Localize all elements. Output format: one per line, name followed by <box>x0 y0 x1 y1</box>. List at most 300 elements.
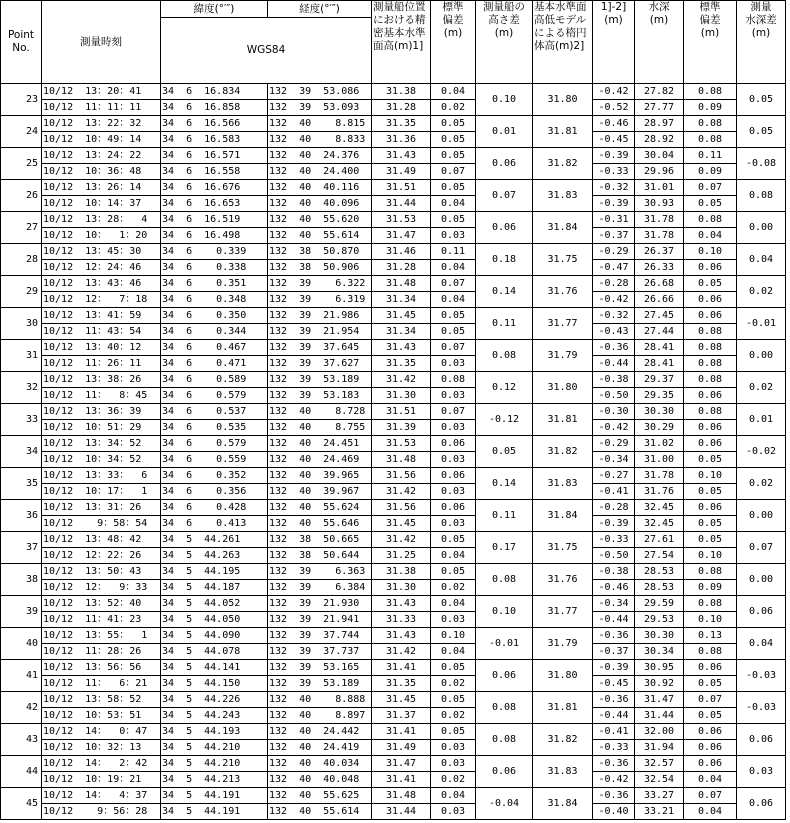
point-no-cell: 31 <box>1 340 42 372</box>
std-dev-1-cell: 0.02 <box>431 100 476 116</box>
latitude-cell: 34 6 0.579 <box>161 388 268 404</box>
height-diff-cell: 0.01 <box>476 116 533 148</box>
time-cell: 10/12 10：49：14 <box>42 132 161 148</box>
diff-1-2-cell: -0.50 <box>593 548 635 564</box>
longitude-cell: 132 39 37.645 <box>268 340 372 356</box>
table-row <box>1 548 786 564</box>
time-cell: 10/12 13：38：26 <box>42 372 161 388</box>
reference-height-cell: 31.49 <box>372 740 431 756</box>
time-cell: 10/12 13：45：30 <box>42 244 161 260</box>
ellipsoid-height-cell: 31.76 <box>533 276 593 308</box>
ellipsoid-height-cell: 31.80 <box>533 372 593 404</box>
depth-cell: 29.53 <box>635 612 684 628</box>
table-row <box>1 324 786 340</box>
std-dev-1-cell: 0.03 <box>431 756 476 772</box>
table-row <box>1 180 786 196</box>
std-dev-2-cell: 0.07 <box>684 692 737 708</box>
time-cell: 10/12 10：51：29 <box>42 420 161 436</box>
height-diff-cell: 0.07 <box>476 180 533 212</box>
diff-1-2-cell: -0.27 <box>593 468 635 484</box>
longitude-cell: 132 38 50.644 <box>268 548 372 564</box>
height-diff-cell: 0.17 <box>476 532 533 564</box>
std-dev-1-cell: 0.04 <box>431 196 476 212</box>
header-boat-reference-height: 測量船位置における精密基本水準面高(m)1] <box>372 1 431 84</box>
time-cell: 10/12 10：53：51 <box>42 708 161 724</box>
std-dev-1-cell: 0.05 <box>431 692 476 708</box>
diff-1-2-cell: -0.45 <box>593 132 635 148</box>
table-row <box>1 244 786 260</box>
header-depth: 水深 (m) <box>635 1 684 84</box>
table-row <box>1 772 786 788</box>
std-dev-2-cell: 0.05 <box>684 196 737 212</box>
depth-diff-cell: 0.04 <box>737 628 786 660</box>
longitude-cell: 132 40 24.442 <box>268 724 372 740</box>
point-no-cell: 39 <box>1 596 42 628</box>
reference-height-cell: 31.48 <box>372 276 431 292</box>
std-dev-1-cell: 0.05 <box>431 724 476 740</box>
std-dev-2-cell: 0.08 <box>684 116 737 132</box>
latitude-cell: 34 6 0.351 <box>161 276 268 292</box>
ellipsoid-height-cell: 31.75 <box>533 244 593 276</box>
time-cell: 10/12 13：58：52 <box>42 692 161 708</box>
diff-1-2-cell: -0.42 <box>593 420 635 436</box>
header-longitude: 経度(°′″) <box>268 1 372 18</box>
latitude-cell: 34 6 0.467 <box>161 340 268 356</box>
longitude-cell: 132 40 24.376 <box>268 148 372 164</box>
std-dev-1-cell: 0.02 <box>431 676 476 692</box>
time-cell: 10/12 11：28：26 <box>42 644 161 660</box>
time-cell: 10/12 11：41：23 <box>42 612 161 628</box>
ellipsoid-height-cell: 31.76 <box>533 564 593 596</box>
height-diff-cell: 0.11 <box>476 308 533 340</box>
diff-1-2-cell: -0.45 <box>593 676 635 692</box>
longitude-cell: 132 40 40.048 <box>268 772 372 788</box>
diff-1-2-cell: -0.34 <box>593 596 635 612</box>
table-row <box>1 132 786 148</box>
height-diff-cell: 0.08 <box>476 724 533 756</box>
time-cell: 10/12 14： 4：37 <box>42 788 161 804</box>
std-dev-1-cell: 0.07 <box>431 164 476 180</box>
latitude-cell: 34 5 44.243 <box>161 708 268 724</box>
reference-height-cell: 31.33 <box>372 612 431 628</box>
ellipsoid-height-cell: 31.82 <box>533 436 593 468</box>
depth-cell: 33.21 <box>635 804 684 820</box>
table-row <box>1 404 786 420</box>
table-row <box>1 788 786 804</box>
depth-cell: 30.95 <box>635 660 684 676</box>
depth-cell: 31.78 <box>635 228 684 244</box>
time-cell: 10/12 13：43：46 <box>42 276 161 292</box>
table-row <box>1 740 786 756</box>
reference-height-cell: 31.47 <box>372 756 431 772</box>
depth-diff-cell: 0.04 <box>737 244 786 276</box>
std-dev-1-cell: 0.03 <box>431 516 476 532</box>
longitude-cell: 132 40 8.833 <box>268 132 372 148</box>
latitude-cell: 34 6 0.589 <box>161 372 268 388</box>
depth-cell: 31.76 <box>635 484 684 500</box>
time-cell: 10/12 12：22：26 <box>42 548 161 564</box>
depth-diff-cell: 0.00 <box>737 564 786 596</box>
std-dev-1-cell: 0.02 <box>431 708 476 724</box>
height-diff-cell: 0.10 <box>476 84 533 116</box>
table-row <box>1 388 786 404</box>
std-dev-1-cell: 0.03 <box>431 484 476 500</box>
depth-cell: 32.00 <box>635 724 684 740</box>
latitude-cell: 34 6 0.356 <box>161 484 268 500</box>
depth-cell: 30.92 <box>635 676 684 692</box>
depth-cell: 31.47 <box>635 692 684 708</box>
std-dev-2-cell: 0.08 <box>684 324 737 340</box>
longitude-cell: 132 40 55.614 <box>268 804 372 820</box>
std-dev-2-cell: 0.06 <box>684 260 737 276</box>
depth-diff-cell: 0.06 <box>737 788 786 820</box>
diff-1-2-cell: -0.28 <box>593 276 635 292</box>
longitude-cell: 132 40 55.614 <box>268 228 372 244</box>
latitude-cell: 34 5 44.226 <box>161 692 268 708</box>
time-cell: 10/12 13：48：42 <box>42 532 161 548</box>
depth-cell: 31.44 <box>635 708 684 724</box>
reference-height-cell: 31.45 <box>372 692 431 708</box>
ellipsoid-height-cell: 31.75 <box>533 532 593 564</box>
latitude-cell: 34 5 44.052 <box>161 596 268 612</box>
point-no-cell: 30 <box>1 308 42 340</box>
longitude-cell: 132 38 50.870 <box>268 244 372 260</box>
time-cell: 10/12 9：58：54 <box>42 516 161 532</box>
latitude-cell: 34 6 0.338 <box>161 260 268 276</box>
std-dev-1-cell: 0.07 <box>431 276 476 292</box>
depth-cell: 27.61 <box>635 532 684 548</box>
depth-cell: 29.37 <box>635 372 684 388</box>
ellipsoid-height-cell: 31.81 <box>533 116 593 148</box>
std-dev-1-cell: 0.05 <box>431 212 476 228</box>
depth-cell: 30.30 <box>635 628 684 644</box>
depth-cell: 31.01 <box>635 180 684 196</box>
header-ellipsoid-height: 基本水準面高低モデルによる楕円体高(m)2] <box>533 1 593 84</box>
std-dev-1-cell: 0.04 <box>431 84 476 100</box>
depth-cell: 28.53 <box>635 580 684 596</box>
table-row <box>1 420 786 436</box>
depth-cell: 29.59 <box>635 596 684 612</box>
std-dev-2-cell: 0.09 <box>684 100 737 116</box>
diff-1-2-cell: -0.36 <box>593 756 635 772</box>
std-dev-1-cell: 0.04 <box>431 788 476 804</box>
latitude-cell: 34 5 44.191 <box>161 788 268 804</box>
longitude-cell: 132 39 21.986 <box>268 308 372 324</box>
diff-1-2-cell: -0.31 <box>593 212 635 228</box>
latitude-cell: 34 5 44.078 <box>161 644 268 660</box>
std-dev-1-cell: 0.02 <box>431 580 476 596</box>
longitude-cell: 132 40 8.888 <box>268 692 372 708</box>
latitude-cell: 34 6 0.344 <box>161 324 268 340</box>
std-dev-1-cell: 0.05 <box>431 148 476 164</box>
header-wgs84: WGS84 <box>161 18 372 84</box>
latitude-cell: 34 6 0.350 <box>161 308 268 324</box>
latitude-cell: 34 5 44.210 <box>161 756 268 772</box>
point-no-cell: 25 <box>1 148 42 180</box>
depth-cell: 28.97 <box>635 116 684 132</box>
latitude-cell: 34 6 0.579 <box>161 436 268 452</box>
depth-diff-cell: 0.00 <box>737 500 786 532</box>
depth-cell: 29.96 <box>635 164 684 180</box>
reference-height-cell: 31.35 <box>372 356 431 372</box>
depth-diff-cell: 0.00 <box>737 340 786 372</box>
reference-height-cell: 31.45 <box>372 308 431 324</box>
latitude-cell: 34 6 0.537 <box>161 404 268 420</box>
std-dev-2-cell: 0.10 <box>684 612 737 628</box>
longitude-cell: 132 39 37.744 <box>268 628 372 644</box>
table-row <box>1 676 786 692</box>
diff-1-2-cell: -0.33 <box>593 740 635 756</box>
point-no-cell: 41 <box>1 660 42 692</box>
height-diff-cell: 0.08 <box>476 564 533 596</box>
longitude-cell: 132 40 8.897 <box>268 708 372 724</box>
time-cell: 10/12 10：34：52 <box>42 452 161 468</box>
std-dev-2-cell: 0.08 <box>684 596 737 612</box>
point-no-cell: 40 <box>1 628 42 660</box>
reference-height-cell: 31.43 <box>372 340 431 356</box>
time-cell: 10/12 11：26：11 <box>42 356 161 372</box>
std-dev-2-cell: 0.06 <box>684 308 737 324</box>
reference-height-cell: 31.42 <box>372 532 431 548</box>
depth-diff-cell: 0.00 <box>737 212 786 244</box>
std-dev-2-cell: 0.08 <box>684 132 737 148</box>
longitude-cell: 132 39 21.930 <box>268 596 372 612</box>
diff-1-2-cell: -0.36 <box>593 340 635 356</box>
latitude-cell: 34 6 16.519 <box>161 212 268 228</box>
table-row <box>1 532 786 548</box>
table-row <box>1 724 786 740</box>
reference-height-cell: 31.35 <box>372 676 431 692</box>
longitude-cell: 132 39 37.737 <box>268 644 372 660</box>
table-row <box>1 580 786 596</box>
std-dev-1-cell: 0.03 <box>431 740 476 756</box>
latitude-cell: 34 6 0.339 <box>161 244 268 260</box>
std-dev-2-cell: 0.05 <box>684 276 737 292</box>
ellipsoid-height-cell: 31.84 <box>533 500 593 532</box>
point-no-cell: 29 <box>1 276 42 308</box>
reference-height-cell: 31.37 <box>372 708 431 724</box>
std-dev-2-cell: 0.09 <box>684 580 737 596</box>
std-dev-1-cell: 0.08 <box>431 372 476 388</box>
longitude-cell: 132 39 6.322 <box>268 276 372 292</box>
longitude-cell: 132 40 8.815 <box>268 116 372 132</box>
std-dev-1-cell: 0.05 <box>431 564 476 580</box>
reference-height-cell: 31.38 <box>372 564 431 580</box>
longitude-cell: 132 39 53.189 <box>268 372 372 388</box>
diff-1-2-cell: -0.39 <box>593 148 635 164</box>
table-row <box>1 756 786 772</box>
std-dev-2-cell: 0.10 <box>684 468 737 484</box>
header-point-no: Point No. <box>1 1 42 84</box>
table-row <box>1 372 786 388</box>
depth-diff-cell: 0.06 <box>737 724 786 756</box>
time-cell: 10/12 13：36：39 <box>42 404 161 420</box>
diff-1-2-cell: -0.52 <box>593 100 635 116</box>
diff-1-2-cell: -0.44 <box>593 708 635 724</box>
point-no-cell: 26 <box>1 180 42 212</box>
latitude-cell: 34 6 16.676 <box>161 180 268 196</box>
latitude-cell: 34 6 0.352 <box>161 468 268 484</box>
time-cell: 10/12 13：50：43 <box>42 564 161 580</box>
time-cell: 10/12 13：55： 1 <box>42 628 161 644</box>
table-row <box>1 164 786 180</box>
height-diff-cell: 0.05 <box>476 436 533 468</box>
latitude-cell: 34 6 16.834 <box>161 84 268 100</box>
ellipsoid-height-cell: 31.77 <box>533 596 593 628</box>
depth-diff-cell: 0.01 <box>737 404 786 436</box>
time-cell: 10/12 10：19：21 <box>42 772 161 788</box>
longitude-cell: 132 38 50.906 <box>268 260 372 276</box>
diff-1-2-cell: -0.33 <box>593 532 635 548</box>
longitude-cell: 132 40 40.034 <box>268 756 372 772</box>
depth-diff-cell: -0.02 <box>737 436 786 468</box>
longitude-cell: 132 39 21.941 <box>268 612 372 628</box>
std-dev-2-cell: 0.04 <box>684 772 737 788</box>
diff-1-2-cell: -0.39 <box>593 516 635 532</box>
depth-diff-cell: 0.03 <box>737 756 786 788</box>
std-dev-1-cell: 0.06 <box>431 468 476 484</box>
diff-1-2-cell: -0.32 <box>593 180 635 196</box>
height-diff-cell: 0.12 <box>476 372 533 404</box>
depth-cell: 27.82 <box>635 84 684 100</box>
reference-height-cell: 31.45 <box>372 516 431 532</box>
table-row <box>1 292 786 308</box>
height-diff-cell: -0.04 <box>476 788 533 820</box>
point-no-cell: 32 <box>1 372 42 404</box>
ellipsoid-height-cell: 31.79 <box>533 628 593 660</box>
diff-1-2-cell: -0.38 <box>593 564 635 580</box>
std-dev-1-cell: 0.11 <box>431 244 476 260</box>
std-dev-2-cell: 0.10 <box>684 244 737 260</box>
depth-cell: 27.77 <box>635 100 684 116</box>
height-diff-cell: -0.12 <box>476 404 533 436</box>
point-no-cell: 43 <box>1 724 42 756</box>
ellipsoid-height-cell: 31.81 <box>533 692 593 724</box>
longitude-cell: 132 39 21.954 <box>268 324 372 340</box>
reference-height-cell: 31.41 <box>372 724 431 740</box>
depth-diff-cell: -0.08 <box>737 148 786 180</box>
reference-height-cell: 31.39 <box>372 420 431 436</box>
point-no-cell: 37 <box>1 532 42 564</box>
time-cell: 10/12 11：11：11 <box>42 100 161 116</box>
depth-cell: 28.41 <box>635 356 684 372</box>
ellipsoid-height-cell: 31.79 <box>533 340 593 372</box>
longitude-cell: 132 40 24.451 <box>268 436 372 452</box>
depth-cell: 30.34 <box>635 644 684 660</box>
latitude-cell: 34 5 44.090 <box>161 628 268 644</box>
std-dev-2-cell: 0.10 <box>684 548 737 564</box>
table-row <box>1 484 786 500</box>
time-cell: 10/12 12：24：46 <box>42 260 161 276</box>
longitude-cell: 132 39 53.165 <box>268 660 372 676</box>
depth-cell: 31.02 <box>635 436 684 452</box>
height-diff-cell: 0.18 <box>476 244 533 276</box>
latitude-cell: 34 6 16.571 <box>161 148 268 164</box>
table-row <box>1 212 786 228</box>
longitude-cell: 132 40 8.755 <box>268 420 372 436</box>
reference-height-cell: 31.34 <box>372 292 431 308</box>
std-dev-1-cell: 0.05 <box>431 116 476 132</box>
latitude-cell: 34 5 44.210 <box>161 740 268 756</box>
depth-diff-cell: 0.08 <box>737 180 786 212</box>
latitude-cell: 34 6 0.413 <box>161 516 268 532</box>
std-dev-2-cell: 0.04 <box>684 804 737 820</box>
time-cell: 10/12 11： 8：45 <box>42 388 161 404</box>
depth-cell: 28.41 <box>635 340 684 356</box>
latitude-cell: 34 5 44.050 <box>161 612 268 628</box>
std-dev-2-cell: 0.08 <box>684 212 737 228</box>
latitude-cell: 34 6 16.558 <box>161 164 268 180</box>
std-dev-2-cell: 0.06 <box>684 420 737 436</box>
header-std-dev-1: 標準 偏差 (m) <box>431 1 476 84</box>
longitude-cell: 132 40 24.419 <box>268 740 372 756</box>
reference-height-cell: 31.46 <box>372 244 431 260</box>
height-diff-cell: 0.06 <box>476 660 533 692</box>
reference-height-cell: 31.28 <box>372 100 431 116</box>
table-row <box>1 612 786 628</box>
table-row <box>1 692 786 708</box>
reference-height-cell: 31.56 <box>372 500 431 516</box>
depth-cell: 27.54 <box>635 548 684 564</box>
point-no-cell: 45 <box>1 788 42 820</box>
depth-cell: 30.30 <box>635 404 684 420</box>
diff-1-2-cell: -0.40 <box>593 804 635 820</box>
header-diff-1-2: 1]-2] (m) <box>593 1 635 84</box>
std-dev-1-cell: 0.07 <box>431 340 476 356</box>
height-diff-cell: 0.14 <box>476 468 533 500</box>
longitude-cell: 132 39 37.627 <box>268 356 372 372</box>
point-no-cell: 28 <box>1 244 42 276</box>
time-cell: 10/12 9：56：28 <box>42 804 161 820</box>
time-cell: 10/12 13：34：52 <box>42 436 161 452</box>
diff-1-2-cell: -0.36 <box>593 692 635 708</box>
height-diff-cell: 0.06 <box>476 212 533 244</box>
time-cell: 10/12 13：31：26 <box>42 500 161 516</box>
time-cell: 10/12 14： 2：42 <box>42 756 161 772</box>
point-no-cell: 42 <box>1 692 42 724</box>
depth-cell: 32.45 <box>635 516 684 532</box>
diff-1-2-cell: -0.32 <box>593 308 635 324</box>
depth-diff-cell: -0.03 <box>737 660 786 692</box>
table-row <box>1 660 786 676</box>
depth-cell: 31.78 <box>635 468 684 484</box>
longitude-cell: 132 39 53.183 <box>268 388 372 404</box>
reference-height-cell: 31.42 <box>372 644 431 660</box>
reference-height-cell: 31.51 <box>372 180 431 196</box>
reference-height-cell: 31.43 <box>372 148 431 164</box>
std-dev-1-cell: 0.03 <box>431 356 476 372</box>
reference-height-cell: 31.43 <box>372 628 431 644</box>
time-cell: 10/12 11：43：54 <box>42 324 161 340</box>
reference-height-cell: 31.49 <box>372 164 431 180</box>
diff-1-2-cell: -0.46 <box>593 116 635 132</box>
longitude-cell: 132 39 53.086 <box>268 84 372 100</box>
reference-height-cell: 31.42 <box>372 372 431 388</box>
std-dev-1-cell: 0.03 <box>431 804 476 820</box>
table-row <box>1 228 786 244</box>
table-row <box>1 516 786 532</box>
reference-height-cell: 31.28 <box>372 260 431 276</box>
depth-cell: 27.45 <box>635 308 684 324</box>
height-diff-cell: 0.10 <box>476 596 533 628</box>
depth-diff-cell: 0.05 <box>737 116 786 148</box>
reference-height-cell: 31.25 <box>372 548 431 564</box>
depth-cell: 31.00 <box>635 452 684 468</box>
reference-height-cell: 31.53 <box>372 212 431 228</box>
longitude-cell: 132 39 6.363 <box>268 564 372 580</box>
latitude-cell: 34 5 44.213 <box>161 772 268 788</box>
std-dev-1-cell: 0.05 <box>431 308 476 324</box>
